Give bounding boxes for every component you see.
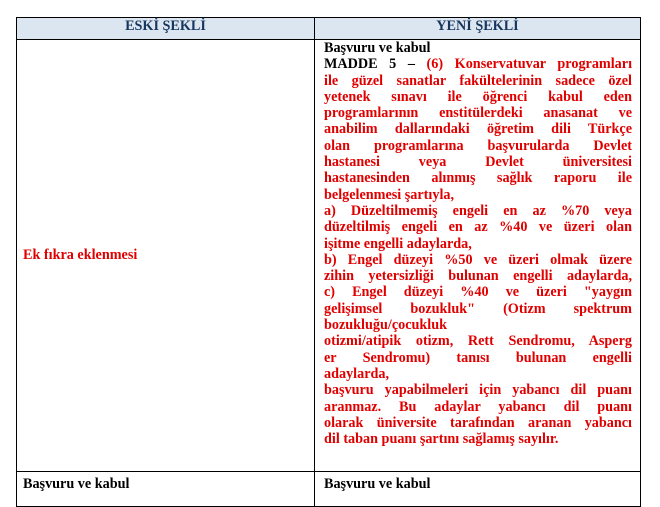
article-line: hastanesi veya Devlet üniversitesi [324, 154, 632, 171]
paragraph-text: (6) Konservatuvar programları [426, 56, 633, 73]
article-line: zihin yetersizliği bulunan engelli adaylarda, [324, 268, 632, 285]
article-line: aranmaz. Bu adaylar yabancı dil puanı [324, 398, 632, 415]
article-line: düzeltilmiş engeli en az %40 ve üzeri olan [324, 219, 632, 236]
old-form-text: Ek fıkra eklenmesi [23, 247, 138, 264]
article-line: anabilim dallarındaki öğretim dili Türkçe [324, 121, 632, 138]
new-form-text [315, 40, 640, 447]
article-line: bozukluğu/çocukluk [324, 317, 448, 334]
article-line: olarak üniversite tarafından aranan yabancı [324, 414, 632, 431]
next-old-form-cell [17, 472, 315, 507]
comparison-table [16, 17, 641, 507]
article-line: gelişimsel bozukluk" (Otizm spektrum [324, 300, 632, 317]
article-label: MADDE 5 – [324, 56, 415, 73]
next-old-form-text: Başvuru ve kabul [23, 476, 130, 492]
article-line: a) Düzeltilmemiş engeli en az %70 veya [324, 202, 632, 219]
table-row [17, 472, 641, 507]
article-line: ile güzel sanatlar fakültelerinin sadece özel [324, 72, 632, 89]
article-line [324, 56, 632, 72]
new-form-cell [315, 40, 641, 472]
article-line: hastanesinden alınmış sağlık raporu ile [324, 170, 632, 187]
table-row [17, 40, 641, 472]
article-line: b) Engel düzeyi %50 ve üzeri olmak üzere [324, 251, 632, 268]
article-heading: Başvuru ve kabul [324, 40, 431, 56]
article-line: yetenek sınavı ile öğrenci kabul eden [324, 88, 632, 105]
next-new-form-cell [315, 472, 641, 507]
article-line: adaylarda, [324, 365, 390, 382]
old-form-cell [17, 40, 315, 472]
article-line: olan programlarına başvurularda Devlet [324, 137, 632, 154]
article-line: dil taban puanı şartını sağlamış sayılır. [324, 431, 559, 448]
article-line: otizmi/atipik otizm, Rett Sendromu, Asperg [324, 333, 632, 350]
article-line: er Sendromu) tanısı bulunan engelli [324, 349, 632, 366]
header-new-form: YENİ ŞEKLİ [315, 18, 641, 40]
article-line: işitme engelli adaylarda, [324, 235, 472, 252]
article-line: programlarının enstitülerdeki anasanat ve [324, 105, 632, 122]
header-old-form: ESKİ ŞEKLİ [17, 18, 315, 40]
header-row [17, 18, 641, 40]
article-line: belgelenmesi şartıyla, [324, 186, 455, 203]
next-new-form-text: Başvuru ve kabul [324, 476, 431, 492]
article-line: c) Engel düzeyi %40 ve üzeri "yaygın [324, 284, 632, 301]
article-line: başvuru yapabilmeleri için yabancı dil puanı [324, 382, 632, 399]
